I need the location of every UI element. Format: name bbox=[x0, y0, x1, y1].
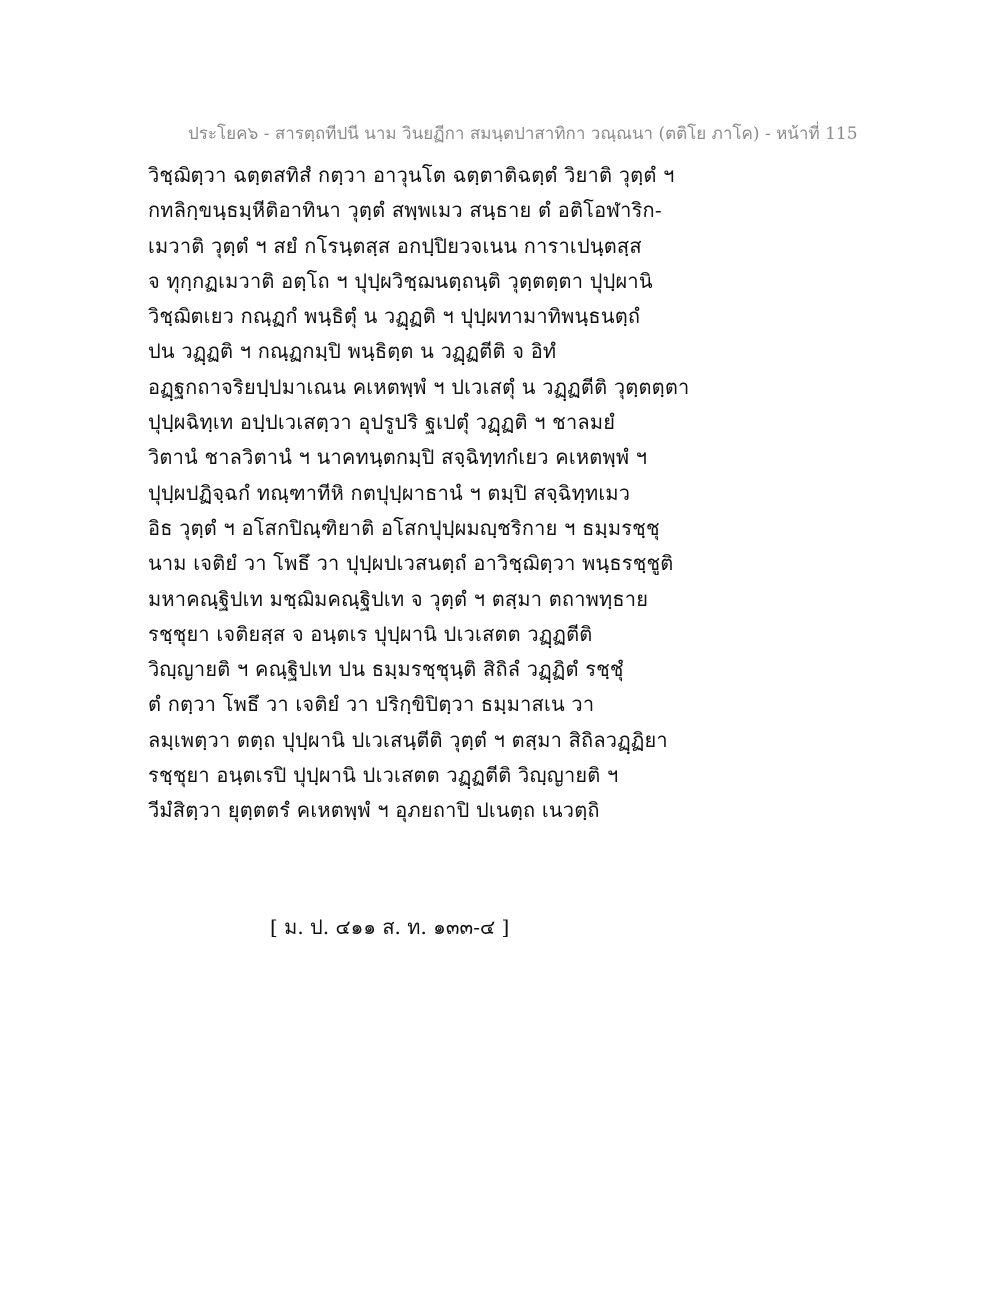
text-line: จ ทุกฺกฏเมวาติ อตฺโถ ฯ ปุปฺผวิชฺฌนตฺถนฺติ วุตฺตตฺตา ปุปฺผานิ bbox=[148, 268, 653, 293]
text-line: อิธ วุตฺตํ ฯ อโสกปิณฺฑิยาติ อโสกปุปฺผมญฺชริกาย ฯ ธมฺมรชฺชุ bbox=[148, 515, 660, 540]
reference-citation: [ ม. ป. ๔๑๑ ส. ท. ๑๓๓-๔ ] bbox=[270, 915, 510, 939]
text-line: รชฺชุยา อนฺตเรปิ ปุปฺผานิ ปเวเสตต วฏฺฏตีติ วิญฺญายติ ฯ bbox=[148, 763, 619, 788]
text-line: กทลิกฺขนฺธมฺหีติอาทินา วุตฺตํ สพฺพเมว สนฺธาย ตํ อติโอฬาริก- bbox=[148, 198, 662, 223]
text-line: ลมฺเพตฺวา ตตฺถ ปุปฺผานิ ปเวเสนฺตีติ วุตฺตํ ฯ ตสฺมา สิถิลวฏฺฏิยา bbox=[148, 727, 668, 752]
text-line: วิชฺฌิตฺวา ฉตฺตสทิสํ กตฺวา อาวุนโต ฉตฺตาติฉตฺตํ วิยาติ วุตฺตํ ฯ bbox=[148, 163, 675, 187]
text-line: มหาคณฺฐิปเท มชฺฌิมคณฺฐิปเท จ วุตฺตํ ฯ ตสฺมา ตถาพทฺธาย bbox=[148, 586, 649, 611]
text-line: วีมํสิตฺวา ยุตฺตตรํ คเหตพฺพํ ฯ อุภยถาปิ ปเนตฺถ เนวตฺถิ bbox=[148, 798, 600, 823]
text-line: ปุปฺผปฏิจฺฉกํ ทณฺฑาทีหิ กตปุปฺผาธานํ ฯ ตมฺปิ สจฺฉิทฺทเมว bbox=[148, 480, 631, 505]
body-text bbox=[148, 158, 828, 829]
text-line: ปน วฏฺฏติ ฯ กณฺฏกมฺปิ พนฺธิตฺต น วฏฺฏตีติ จ อิทํ bbox=[148, 339, 557, 364]
text-line: วิตานํ ชาลวิตานํ ฯ นาคทนฺตกมฺปิ สจฺฉิทฺทกํเยว คเหตพฺพํ ฯ bbox=[148, 445, 648, 470]
text-line: รชฺชุยา เจติยสฺส จ อนฺตเร ปุปฺผานิ ปเวเสตต วฏฺฏตีติ bbox=[148, 621, 593, 646]
text-line: วิชฺฌิตเยว กณฺฏกํ พนฺธิตุํ น วฏฺฏติ ฯ ปุปฺผทามาทิพนฺธนตฺถํ bbox=[148, 304, 641, 329]
text-line: ปุปฺผฉิทฺเท อปฺปเวเสตฺวา อุปรูปริ ฐเปตุํ วฏฺฏติ ฯ ชาลมยํ bbox=[148, 410, 616, 435]
text-line: วิญฺญายติ ฯ คณฺฐิปเท ปน ธมฺมรชฺชุนฺติ สิถิลํ วฏฺฏิตํ รชฺชุํ bbox=[148, 657, 624, 682]
text-line: นาม เจติยํ วา โพธึ วา ปุปฺผปเวสนตฺถํ อาวิชฺฌิตฺวา พนฺธรชฺชูติ bbox=[148, 551, 674, 576]
text-line: ตํ กตฺวา โพธึ วา เจติยํ วา ปริกฺขิปิตฺวา ธมฺมาสเน วา bbox=[148, 692, 595, 717]
text-line: เมวาติ วุตฺตํ ฯ สยํ กโรนฺตสฺส อกปฺปิยวจเนน การาเปนฺตสฺส bbox=[148, 233, 642, 258]
text-line: อฏฺฐกถาจริยปฺปมาเณน คเหตพฺพํ ฯ ปเวเสตุํ น วฏฺฏตีติ วุตฺตตฺตา bbox=[148, 374, 690, 399]
running-header: ประโยค๖ - สารตฺถทีปนี นาม วินยฏีกา สมนฺตปาสาทิกา วณฺณนา (ตติโย ภาโค) - หน้าที่ 115 bbox=[188, 124, 858, 144]
